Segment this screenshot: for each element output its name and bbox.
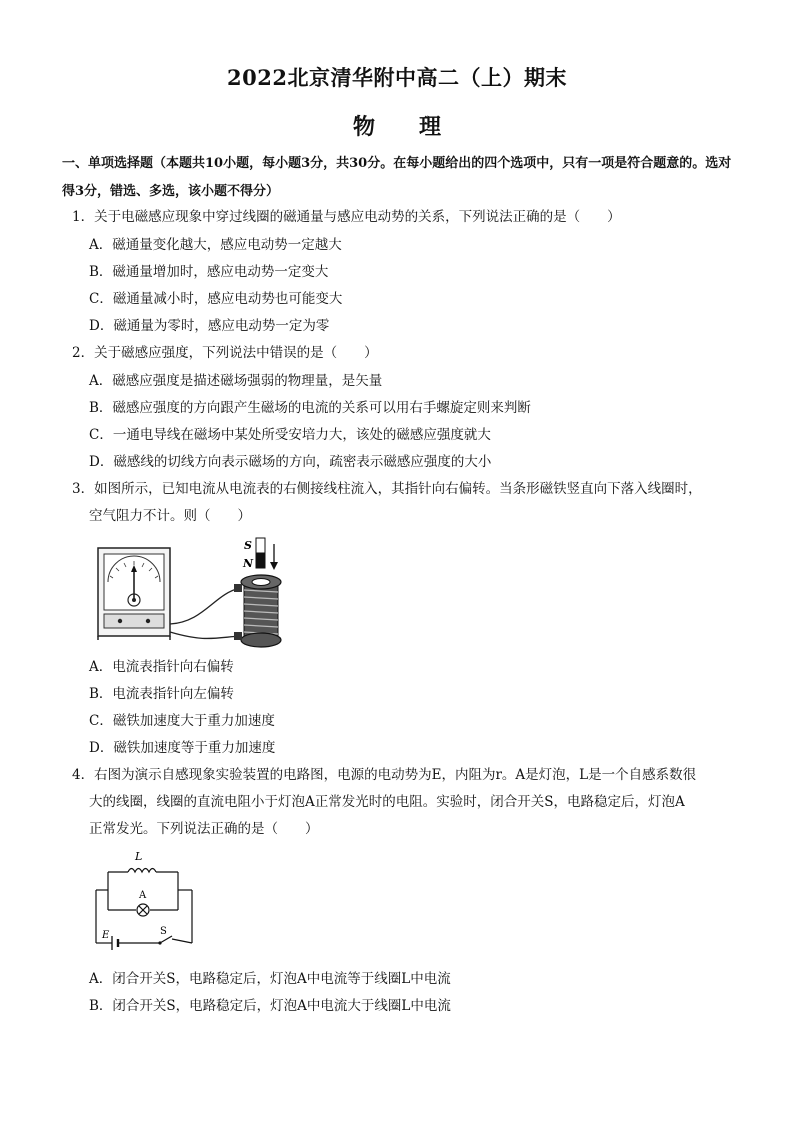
question-2-stem: 2．关于磁感应强度，下列说法中错误的是（ ） xyxy=(72,345,378,361)
q2-option-a: A．磁感应强度是描述磁场强弱的物理量，是矢量 xyxy=(89,373,383,389)
q2-option-b: B．磁感应强度的方向跟产生磁场的电流的关系可以用右手螺旋定则来判断 xyxy=(89,400,531,416)
question-3-stem-line2: 空气阻力不计。则（ ） xyxy=(89,508,251,524)
page-title: 2022北京清华附中高二（上）期末 xyxy=(227,65,567,90)
question-1-stem: 1．关于电磁感应现象中穿过线圈的磁通量与感应电动势的关系，下列说法正确的是（ ） xyxy=(72,209,621,225)
battery-label: E xyxy=(102,930,110,941)
question-3-stem-line1: 3．如图所示，已知电流从电流表的右侧接线柱流入，其指针向右偏转。当条形磁铁竖直向下落入线圈时， xyxy=(72,481,702,497)
q4-option-a: A．闭合开关S，电路稳定后，灯泡A中电流等于线圈L中电流 xyxy=(89,971,451,987)
lamp-label: A xyxy=(139,890,147,901)
section-heading: 一、单项选择题（本题共10小题，每小题3分，共30分。在每小题给出的四个选项中，只有一项是符合题意的。选对得3分，错选、多选，该小题不得分） xyxy=(62,156,732,199)
question-4-stem-line1: 4．右图为演示自感现象实验装置的电路图，电源的电动势为E，内阻为r。A是灯泡，L是一个自感系数很 xyxy=(72,767,697,783)
q4-option-b: B．闭合开关S，电路稳定后，灯泡A中电流大于线圈L中电流 xyxy=(89,998,451,1014)
q1-option-b: B．磁通量增加时，感应电动势一定变大 xyxy=(89,264,329,280)
q2-option-d: D．磁感线的切线方向表示磁场的方向，疏密表示磁感应强度的大小 xyxy=(89,454,492,470)
self-inductance-circuit-figure xyxy=(88,848,203,953)
q2-option-c: C．一通电导线在磁场中某处所受安培力大，该处的磁感应强度就大 xyxy=(89,427,491,443)
question-4-stem-line2: 大的线圈，线圈的直流电阻小于灯泡A正常发光时的电阻。实验时，闭合开关S，电路稳定后，灯泡A xyxy=(89,794,685,810)
switch-label: S xyxy=(160,926,167,937)
inductor-label: L xyxy=(135,850,143,863)
q1-option-d: D．磁通量为零时，感应电动势一定为零 xyxy=(89,318,330,334)
q3-option-b: B．电流表指针向左偏转 xyxy=(89,686,234,702)
q3-option-d: D．磁铁加速度等于重力加速度 xyxy=(89,740,276,756)
subject-title: 物 理 xyxy=(352,114,441,140)
q1-option-a: A．磁通量变化越大，感应电动势一定越大 xyxy=(89,237,342,253)
q1-option-c: C．磁通量减小时，感应电动势也可能变大 xyxy=(89,291,343,307)
galvanometer-coil-figure xyxy=(94,532,294,650)
question-4-stem-line3: 正常发光。下列说法正确的是（ ） xyxy=(89,821,319,837)
magnet-n-label: N xyxy=(243,557,254,570)
magnet-s-label: S xyxy=(244,539,252,552)
q3-option-c: C．磁铁加速度大于重力加速度 xyxy=(89,713,275,729)
q3-option-a: A．电流表指针向右偏转 xyxy=(89,659,234,675)
